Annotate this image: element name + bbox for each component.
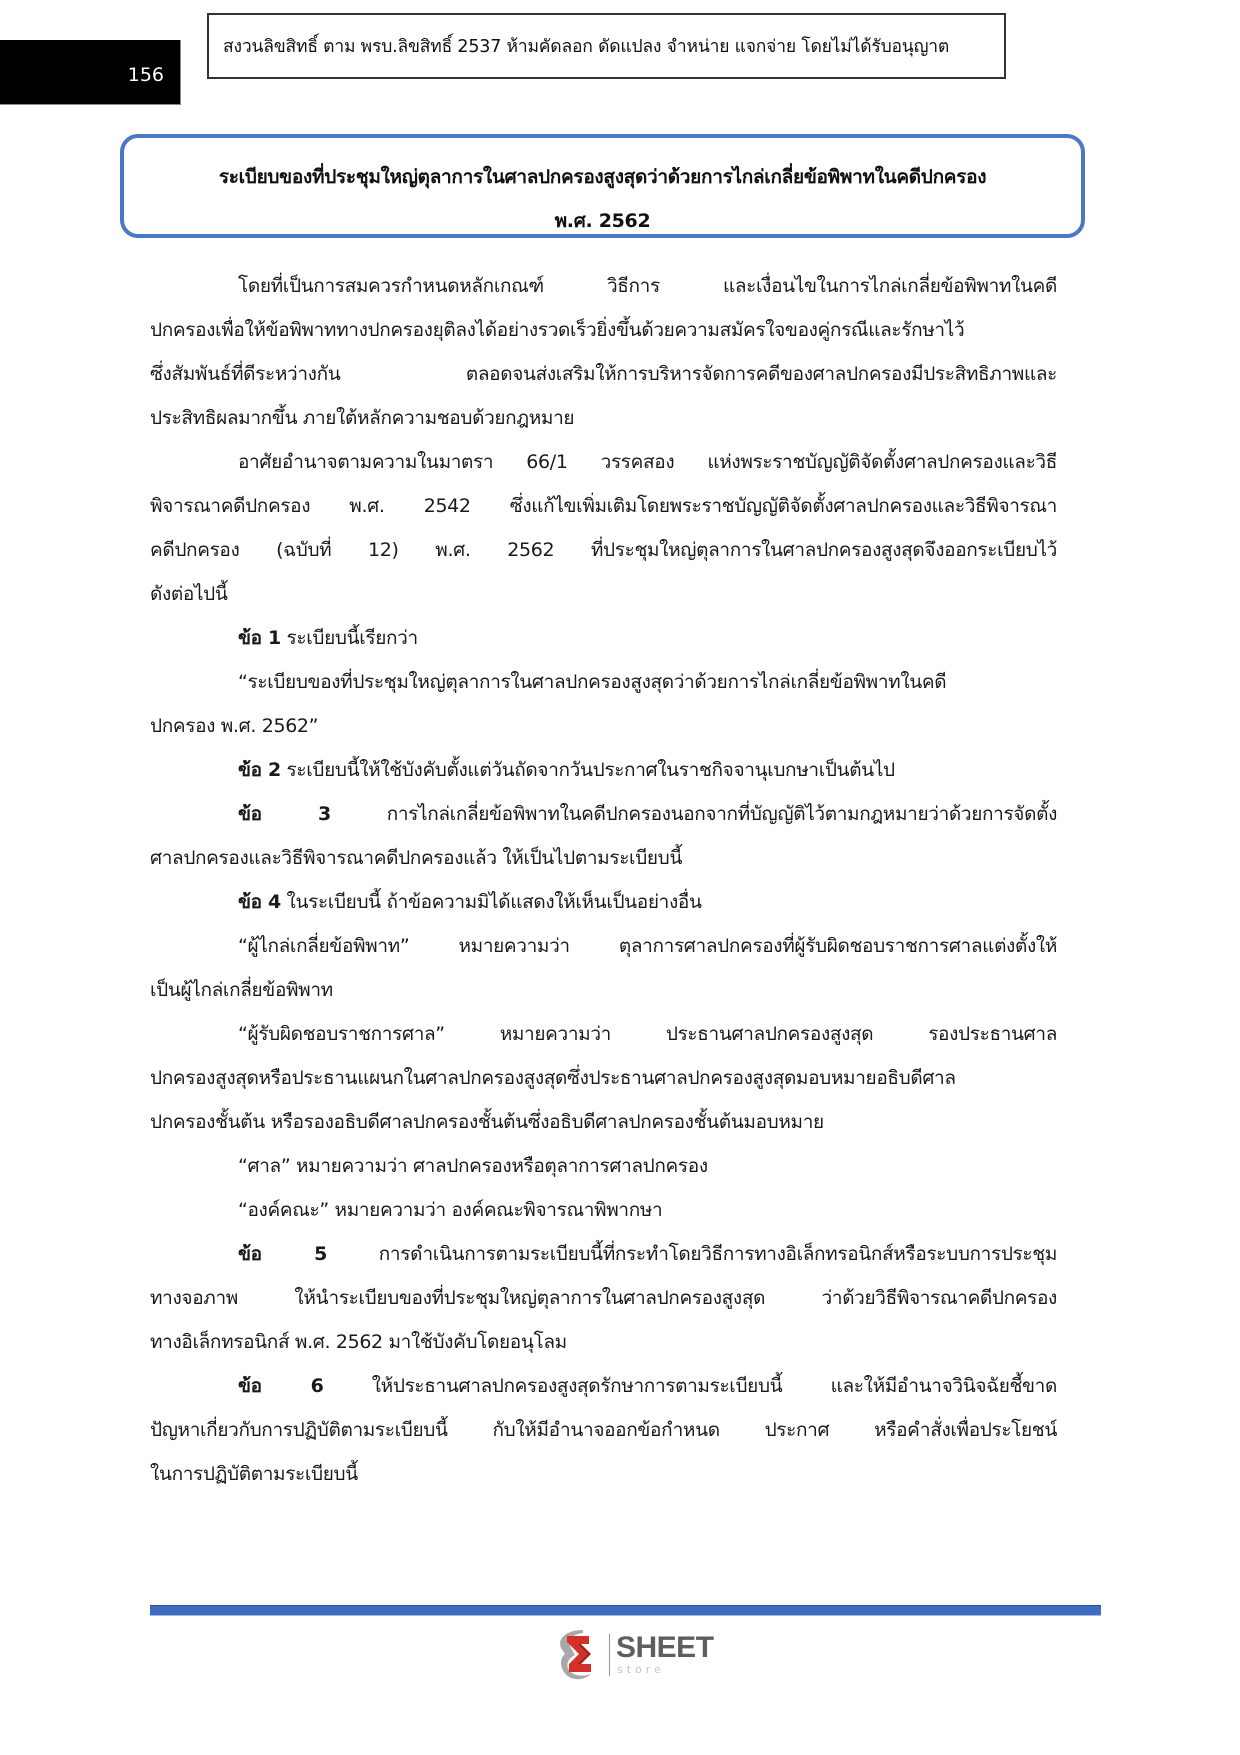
document-title-year: พ.ศ. 2562 [554, 210, 651, 232]
logo-sub-text: store [617, 1663, 665, 1676]
clause-line [150, 1364, 1057, 1408]
line-text: คดีปกครอง (ฉบับที่ 12) พ.ศ. 2562 ที่ประชุมใหญ่ตุลาการในศาลปกครองสูงสุดจึงออกระเบียบไว้ [150, 539, 1057, 561]
line-text: การไกล่เกลี่ยข้อพิพาทในคดีปกครองนอกจากที่บัญญัติไว้ตามกฎหมายว่าด้วยการจัดตั้ง [330, 803, 1057, 825]
body-line [150, 308, 1057, 352]
body-line [150, 704, 1057, 748]
body-line [150, 836, 1057, 880]
document-title: ระเบียบของที่ประชุมใหญ่ตุลาการในศาลปกครองสูงสุดว่าด้วยการไกล่เกลี่ยข้อพิพาทในคดีปกครอง [218, 166, 987, 188]
body-line [150, 528, 1057, 572]
clause-line [150, 616, 1057, 660]
body-line [150, 1144, 1057, 1188]
line-text: ซึ่งสัมพันธ์ที่ดีระหว่างกัน ตลอดจนส่งเสริมให้การบริหารจัดการคดีของศาลปกครองมีประสิทธิภาพและ [150, 363, 1057, 385]
body-line [150, 264, 1057, 308]
sheet-store-logo [553, 1628, 723, 1684]
line-text: ศาลปกครองและวิธีพิจารณาคดีปกครองแล้ว ให้เป็นไปตามระเบียบนี้ [150, 847, 683, 869]
body-line [150, 1100, 1057, 1144]
body-line [150, 924, 1057, 968]
line-text: ในระเบียบนี้ ถ้าข้อความมิได้แสดงให้เห็นเป็นอย่างอื่น [280, 891, 702, 913]
body-line [150, 1408, 1057, 1452]
line-text: “ผู้รับผิดชอบราชการศาล” หมายความว่า ประธานศาลปกครองสูงสุด รองประธานศาล [238, 1023, 1057, 1045]
clause-label: ข้อ 2 [238, 759, 281, 781]
clause-line [150, 792, 1057, 836]
page-number: 156 [127, 64, 164, 86]
body-line [150, 396, 1057, 440]
line-text: ทางอิเล็กทรอนิกส์ พ.ศ. 2562 มาใช้บังคับโดยอนุโลม [150, 1331, 567, 1353]
footer-divider-bar [150, 1605, 1101, 1616]
line-text: ระเบียบนี้เรียกว่า [280, 627, 418, 649]
body-line [150, 660, 1057, 704]
clause-line [150, 748, 1057, 792]
document-body [150, 264, 1057, 1496]
line-text: โดยที่เป็นการสมควรกำหนดหลักเกณฑ์ วิธีการ และเงื่อนไขในการไกล่เกลี่ยข้อพิพาทในคดี [238, 275, 1057, 297]
line-text: ให้ประธานศาลปกครองสูงสุดรักษาการตามระเบียบนี้ และให้มีอำนาจวินิจฉัยชี้ขาด [323, 1375, 1057, 1397]
clause-line [150, 1232, 1057, 1276]
body-line [150, 968, 1057, 1012]
line-text: ปกครอง พ.ศ. 2562” [150, 715, 319, 737]
copyright-notice: สงวนลิขสิทธิ์ ตาม พรบ.ลิขสิทธิ์ 2537 ห้ามคัดลอก ดัดแปลง จำหน่าย แจกจ่าย โดยไม่ได้รับอนุญาต [223, 37, 950, 57]
body-line [150, 352, 1057, 396]
line-text: ปกครองเพื่อให้ข้อพิพาททางปกครองยุติลงได้อย่างรวดเร็วยิ่งขึ้นด้วยความสมัครใจของคู่กรณีและรักษาไว้ [150, 319, 965, 341]
body-line [150, 1188, 1057, 1232]
sheet-store-s-logo-icon [553, 1628, 603, 1680]
page-number-box [0, 40, 181, 105]
line-text: “ระเบียบของที่ประชุมใหญ่ตุลาการในศาลปกครองสูงสุดว่าด้วยการไกล่เกลี่ยข้อพิพาทในคดี [238, 671, 947, 693]
logo-divider [609, 1634, 610, 1676]
clause-label: ข้อ 5 [238, 1243, 327, 1265]
body-line [150, 1276, 1057, 1320]
line-text: “ศาล” หมายความว่า ศาลปกครองหรือตุลาการศาลปกครอง [238, 1155, 708, 1177]
body-line [150, 484, 1057, 528]
body-line [150, 1056, 1057, 1100]
line-text: เป็นผู้ไกล่เกลี่ยข้อพิพาท [150, 979, 333, 1001]
clause-label: ข้อ 6 [238, 1375, 324, 1397]
line-text: ในการปฏิบัติตามระเบียบนี้ [150, 1463, 358, 1485]
clause-label: ข้อ 1 [238, 627, 281, 649]
line-text: ดังต่อไปนี้ [150, 583, 228, 605]
line-text: ระเบียบนี้ให้ใช้บังคับตั้งแต่วันถัดจากวันประกาศในราชกิจจานุเบกษาเป็นต้นไป [280, 759, 895, 781]
line-text: “ผู้ไกล่เกลี่ยข้อพิพาท” หมายความว่า ตุลาการศาลปกครองที่ผู้รับผิดชอบราชการศาลแต่งตั้งให้ [238, 935, 1057, 957]
line-text: การดำเนินการตามระเบียบนี้ที่กระทำโดยวิธีการทางอิเล็กทรอนิกส์หรือระบบการประชุม [326, 1243, 1057, 1265]
body-line [150, 1452, 1057, 1496]
line-text: พิจารณาคดีปกครอง พ.ศ. 2542 ซึ่งแก้ไขเพิ่มเติมโดยพระราชบัญญัติจัดตั้งศาลปกครองและวิธีพิจารณา [150, 495, 1057, 517]
line-text: ทางจอภาพ ให้นำระเบียบของที่ประชุมใหญ่ตุลาการในศาลปกครองสูงสุด ว่าด้วยวิธีพิจารณาคดีปกครอง [150, 1287, 1057, 1309]
line-text: ปัญหาเกี่ยวกับการปฏิบัติตามระเบียบนี้ กับให้มีอำนาจออกข้อกำหนด ประกาศ หรือคำสั่งเพื่อประโยชน์ [150, 1419, 1057, 1441]
clause-label: ข้อ 3 [238, 803, 331, 825]
copyright-notice-box [207, 13, 1006, 79]
clause-label: ข้อ 4 [238, 891, 281, 913]
body-line [150, 572, 1057, 616]
line-text: ปกครองสูงสุดหรือประธานแผนกในศาลปกครองสูงสุดซึ่งประธานศาลปกครองสูงสุดมอบหมายอธิบดีศาล [150, 1067, 956, 1089]
line-text: “องค์คณะ” หมายความว่า องค์คณะพิจารณาพิพากษา [238, 1199, 663, 1221]
body-line [150, 1320, 1057, 1364]
line-text: ประสิทธิผลมากขึ้น ภายใต้หลักความชอบด้วยกฎหมาย [150, 407, 575, 429]
document-title-box [120, 134, 1085, 238]
line-text: อาศัยอำนาจตามความในมาตรา 66/1 วรรคสอง แห่งพระราชบัญญัติจัดตั้งศาลปกครองและวิธี [238, 451, 1057, 473]
body-line [150, 440, 1057, 484]
line-text: ปกครองชั้นต้น หรือรองอธิบดีศาลปกครองชั้นต้นซึ่งอธิบดีศาลปกครองชั้นต้นมอบหมาย [150, 1111, 824, 1133]
body-line [150, 1012, 1057, 1056]
logo-brand-text: SHEET [616, 1631, 714, 1664]
clause-line [150, 880, 1057, 924]
